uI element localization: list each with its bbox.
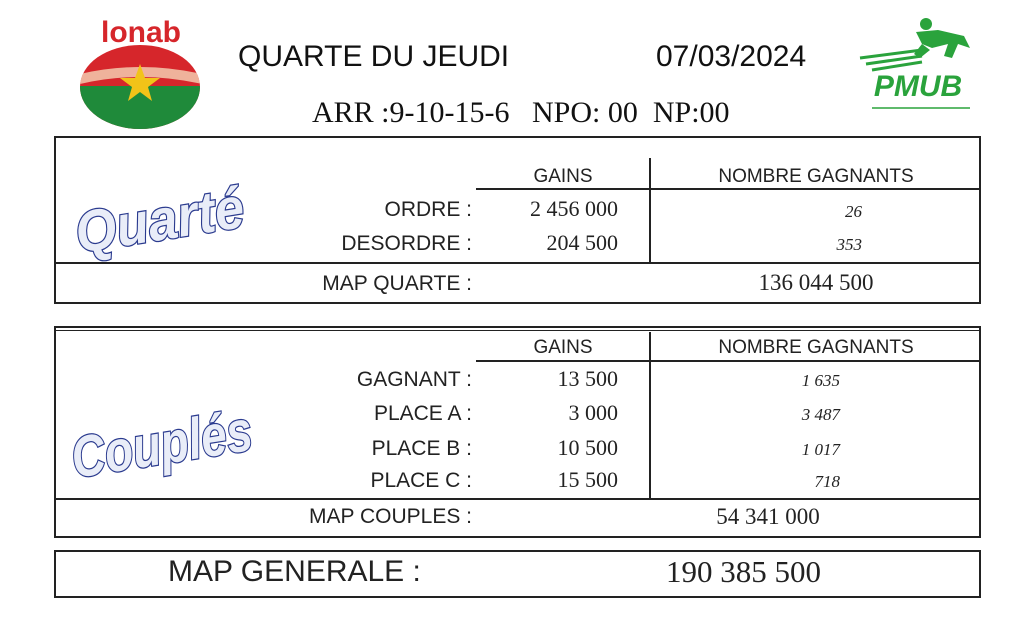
couples-row-gain: 13 500 [557, 366, 618, 391]
couples-row-label: GAGNANT : [356, 368, 472, 391]
map-quarte-value: 136 044 500 [758, 270, 874, 295]
couples-row-winners: 1 017 [801, 440, 840, 459]
couples-top-double-line [54, 330, 981, 331]
couples-row-winners: 3 487 [801, 405, 840, 424]
couples-badge-text: Couplés [66, 390, 303, 491]
map-couples-label: MAP COUPLES : [309, 505, 472, 528]
map-generale-value: 190 385 500 [666, 554, 821, 589]
quarte-row-gain: 204 500 [546, 230, 618, 255]
lonab-logo [78, 12, 208, 132]
couples-row-gain: 10 500 [557, 435, 618, 460]
draw-date: 07/03/2024 [656, 40, 807, 73]
map-generale-label: MAP GENERALE : [168, 555, 421, 588]
couples-gains-header: GAINS [533, 337, 593, 358]
couples-map-divider [54, 498, 981, 500]
pmub-logo-text: PMUB [873, 70, 963, 103]
couples-winners-header: NOMBRE GAGNANTS [718, 337, 914, 358]
couples-row-label: PLACE A : [373, 402, 472, 425]
quarte-badge [58, 140, 266, 266]
map-quarte-label: MAP QUARTE : [322, 272, 472, 295]
quarte-header-divider [476, 188, 979, 190]
couples-row-gain: 3 000 [568, 400, 618, 425]
couples-column-divider [649, 332, 651, 498]
arrival-line: ARR :9-10-15-6 NPO: 00 NP:00 [312, 96, 730, 129]
lonab-logo-text: lonab [101, 16, 181, 49]
quarte-row-winners: 353 [836, 235, 862, 254]
pmub-logo [852, 14, 980, 116]
quarte-row-winners: 26 [845, 202, 862, 221]
quarte-row-gain: 2 456 000 [530, 196, 618, 221]
couples-badge [60, 364, 303, 491]
quarte-winners-header: NOMBRE GAGNANTS [718, 166, 914, 187]
quarte-row-label: ORDRE : [384, 198, 472, 221]
quarte-badge-text: Quarté [70, 172, 266, 266]
quarte-gains-header: GAINS [533, 166, 593, 187]
quarte-column-divider [649, 158, 651, 262]
quarte-map-divider [54, 262, 981, 264]
couples-row-winners: 718 [814, 472, 840, 491]
couples-row-winners: 1 635 [801, 371, 840, 390]
quarte-row-label: DESORDRE : [341, 232, 472, 255]
couples-header-divider [476, 360, 979, 362]
couples-row-gain: 15 500 [557, 467, 618, 492]
couples-row-label: PLACE B : [371, 437, 472, 460]
map-couples-value: 54 341 000 [716, 504, 820, 529]
page-title: QUARTE DU JEUDI [238, 40, 510, 73]
couples-row-label: PLACE C : [370, 469, 472, 492]
